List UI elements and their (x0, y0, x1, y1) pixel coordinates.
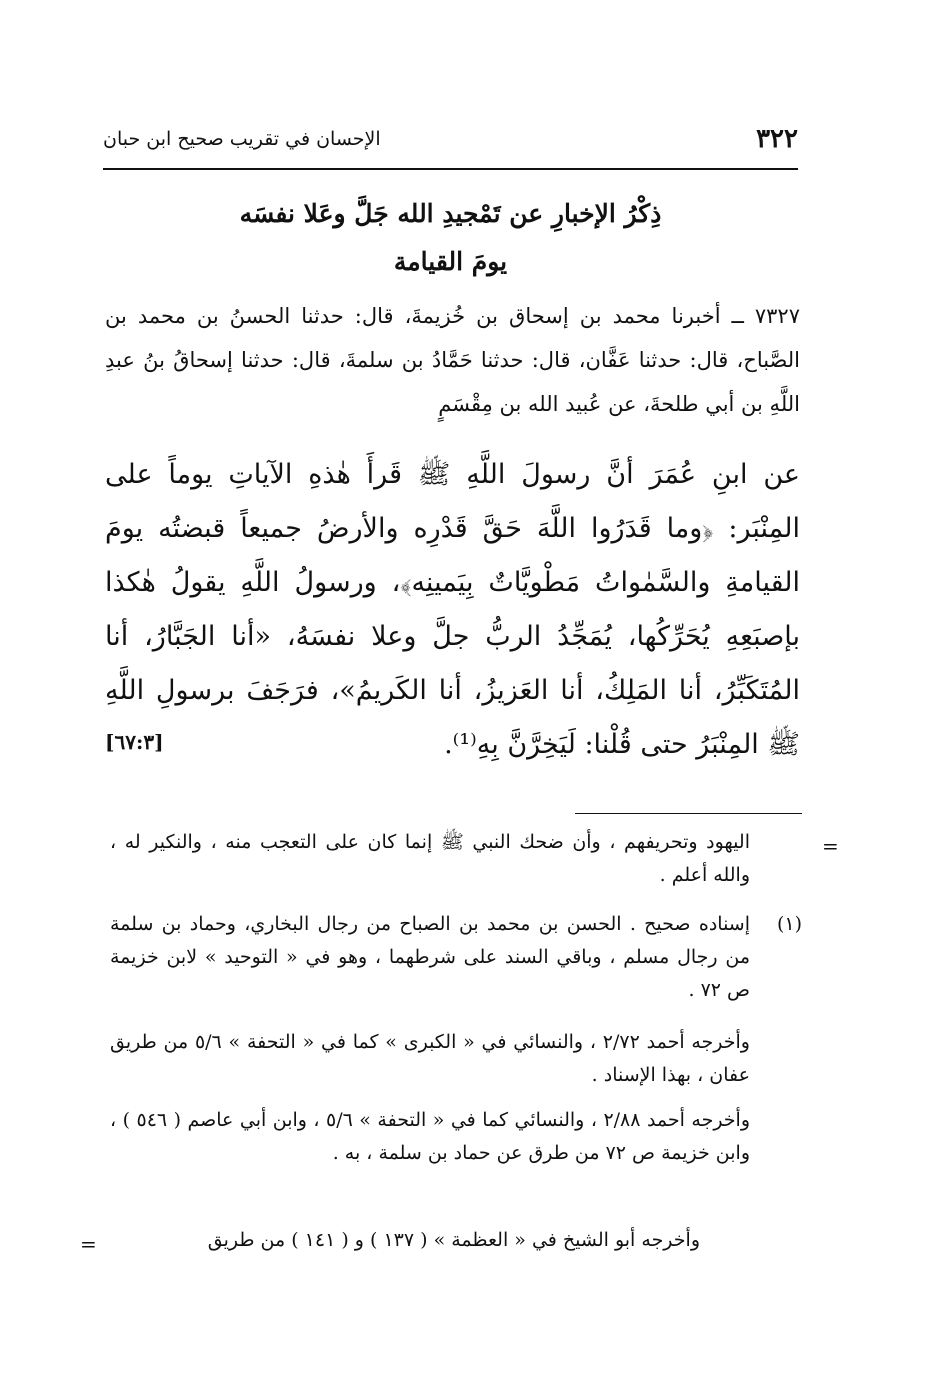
chapter-title-line-1: ذِكْرُ الإخبارِ عن تَمْجيدِ الله جَلَّ وعَلا نفسَه (239, 199, 662, 228)
cross-reference: [٦٧:٣] (105, 730, 164, 754)
footnote-1-text: إسناده صحيح . الحسن بن محمد بن الصباح من رجال البخاري، وحماد بن سلمة من رجال مسلم ، وباقي السند على شرطهما ، وهو في « التوحيد » لابن خزيمة ص ٧٢ . (110, 913, 750, 1001)
footnote-1-paragraph-4: وأخرجه أبو الشيخ في « العظمة » ( ١٣٧ ) و ( ١٤١ ) من طريق (207, 1229, 700, 1251)
running-title: الإحسان في تقريب صحيح ابن حبان (103, 128, 381, 150)
hadith-matn: عن ابنِ عُمَرَ أنَّ رسولَ اللَّهِ ﷺ قَرأَ هٰذهِ الآياتِ يوماً على المِنْبَر: ﴿وما قَدَرُوا اللَّهَ حَقَّ قَدْرِه والأرضُ جميعاً قبضتُه يومَ القيامةِ والسَّمٰواتُ مَطْويَّاتٌ بِيَمينِه﴾، ورسولُ اللَّهِ يقولُ هٰكذا بإصبَعِهِ يُحَرِّكُها، يُمَجِّدُ الربُّ جلَّ وعلا نفسَهُ، «أنا الجَبَّارُ، أنا المُتَكَبِّرُ، أنا المَلِكُ، أنا العَزيزُ، أنا الكَريمُ»، فرَجَفَ برسولِ اللَّهِ ﷺ المِنْبَرُ حتى قُلْنا: لَيَخِرَّنَّ بِهِ⁽¹⁾. (105, 459, 800, 760)
page-number: ٣٢٢ (756, 124, 798, 154)
chapter-title-line-2: يومَ القيامة (393, 247, 508, 276)
header-rule (103, 168, 798, 170)
hadith-isnad: ٧٣٢٧ ــ أخبرنا محمد بن إسحاق بن خُزيمةَ، قال: حدثنا الحسنُ بن محمد بن الصَّباح، قال: حدثنا عَفَّان، قال: حدثنا حَمَّادُ بن سلمةَ، قال: حدثنا إسحاقُ بنُ عبدِ اللَّهِ بن أبي طلحةَ، عن عُبيد الله بن مِقْسَمٍ (105, 304, 800, 416)
running-header (103, 122, 798, 164)
footnote-1-paragraph-2: وأخرجه أحمد ٢/٧٢ ، والنسائي في « الكبرى » كما في « التحفة » ٥/٦ من طريق عفان ، بهذا الإسناد . (110, 1031, 750, 1086)
footnote-separator (575, 813, 802, 814)
footnote-continuation: اليهود وتحريفهم ، وأن ضحك النبي ﷺ إنما كان على التعجب منه ، والنكير له ، والله أعلم . (110, 831, 750, 886)
chapter-title (103, 190, 798, 286)
continuation-mark-bottom: = (80, 1232, 97, 1256)
footnote-1-marker: (١) (776, 913, 802, 935)
continuation-mark-top: = (822, 834, 839, 858)
footnote-1-paragraph-3: وأخرجه أحمد ٢/٨٨ ، والنسائي كما في « التحفة » ٥/٦ ، وابن أبي عاصم ( ٥٤٦ ) ، وابن خزيمة ص ٧٢ من طرق عن حماد بن سلمة ، به . (110, 1109, 751, 1164)
